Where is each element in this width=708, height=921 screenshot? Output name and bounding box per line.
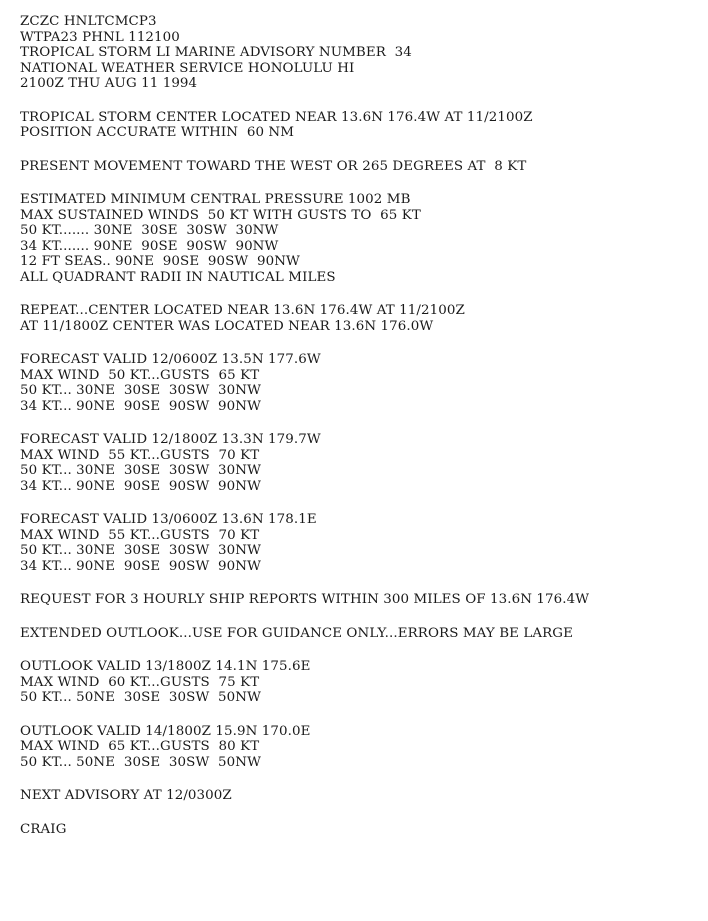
advisory-paragraph (20, 512, 700, 574)
advisory-line: 50 KT... 30NE 30SE 30SW 30NW (20, 383, 261, 398)
advisory-line: 50 KT... 50NE 30SE 30SW 50NW (20, 754, 261, 770)
advisory-line: 50 KT... 30NE 30SE 30SW 30NW (20, 543, 261, 558)
marine-advisory-text (20, 14, 700, 837)
advisory-paragraph (20, 432, 700, 494)
advisory-paragraph (20, 626, 700, 642)
advisory-line: 50 KT... 30NE 30SE 30SW 30NW (20, 463, 261, 478)
paragraph-gap (20, 414, 700, 432)
advisory-line: EXTENDED OUTLOOK...USE FOR GUIDANCE ONLY...ERRORS MAY BE LARGE (20, 625, 573, 641)
advisory-line: MAX WIND 65 KT...GUSTS 80 KT (20, 739, 260, 754)
advisory-line: WTPA23 PHNL 112100 (20, 29, 180, 45)
advisory-line: FORECAST VALID 13/0600Z 13.6N 178.1E (20, 512, 317, 527)
advisory-line: 12 FT SEAS.. 90NE 90SE 90SW 90NW (20, 254, 300, 269)
advisory-line: 50 KT....... 30NE 30SE 30SW 30NW (20, 223, 279, 238)
paragraph-gap (20, 706, 700, 724)
paragraph-gap (20, 174, 700, 192)
paragraph-gap (20, 574, 700, 592)
advisory-paragraph (20, 192, 700, 285)
paragraph-gap (20, 285, 700, 303)
advisory-line: 2100Z THU AUG 11 1994 (20, 76, 198, 91)
paragraph-gap (20, 608, 700, 626)
paragraph-gap (20, 141, 700, 159)
advisory-line: REPEAT...CENTER LOCATED NEAR 13.6N 176.4W AT 11/2100Z (20, 303, 465, 318)
advisory-line: FORECAST VALID 12/0600Z 13.5N 177.6W (20, 352, 321, 367)
advisory-line: CRAIG (20, 821, 67, 837)
advisory-paragraph (20, 822, 700, 838)
advisory-line: ALL QUADRANT RADII IN NAUTICAL MILES (20, 269, 336, 285)
paragraph-gap (20, 494, 700, 512)
advisory-line: 34 KT... 90NE 90SE 90SW 90NW (20, 558, 261, 574)
advisory-line: REQUEST FOR 3 HOURLY SHIP REPORTS WITHIN 300 MILES OF 13.6N 176.4W (20, 592, 590, 607)
advisory-line: MAX WIND 55 KT...GUSTS 70 KT (20, 447, 260, 463)
advisory-line: ESTIMATED MINIMUM CENTRAL PRESSURE 1002 MB (20, 192, 411, 207)
advisory-line: MAX WIND 60 KT...GUSTS 75 KT (20, 674, 260, 690)
advisory-line: MAX WIND 50 KT...GUSTS 65 KT (20, 367, 260, 383)
advisory-line: ZCZC HNLTCMCP3 (20, 14, 157, 29)
advisory-paragraph (20, 659, 700, 706)
advisory-paragraph (20, 592, 700, 608)
paragraph-gap (20, 770, 700, 788)
advisory-line: 50 KT... 50NE 30SE 30SW 50NW (20, 690, 261, 705)
advisory-line: 34 KT... 90NE 90SE 90SW 90NW (20, 398, 261, 414)
advisory-line: MAX SUSTAINED WINDS 50 KT WITH GUSTS TO 65 KT (20, 207, 421, 223)
advisory-paragraph (20, 14, 700, 92)
advisory-line: TROPICAL STORM CENTER LOCATED NEAR 13.6N 176.4W AT 11/2100Z (20, 109, 533, 125)
advisory-paragraph (20, 110, 700, 141)
advisory-paragraph (20, 724, 700, 771)
advisory-paragraph (20, 303, 700, 334)
paragraph-gap (20, 334, 700, 352)
advisory-line: PRESENT MOVEMENT TOWARD THE WEST OR 265 DEGREES AT 8 KT (20, 158, 527, 174)
advisory-line: NEXT ADVISORY AT 12/0300Z (20, 788, 232, 803)
advisory-line: POSITION ACCURATE WITHIN 60 NM (20, 125, 295, 140)
advisory-line: OUTLOOK VALID 13/1800Z 14.1N 175.6E (20, 659, 311, 674)
advisory-line: TROPICAL STORM LI MARINE ADVISORY NUMBER 34 (20, 45, 412, 60)
advisory-line: 34 KT... 90NE 90SE 90SW 90NW (20, 478, 261, 494)
advisory-line: MAX WIND 55 KT...GUSTS 70 KT (20, 527, 260, 543)
paragraph-gap (20, 804, 700, 822)
advisory-line: NATIONAL WEATHER SERVICE HONOLULU HI (20, 60, 355, 76)
advisory-paragraph (20, 352, 700, 414)
advisory-line: OUTLOOK VALID 14/1800Z 15.9N 170.0E (20, 723, 311, 739)
paragraph-gap (20, 641, 700, 659)
advisory-line: 34 KT....... 90NE 90SE 90SW 90NW (20, 238, 279, 254)
advisory-paragraph (20, 159, 700, 175)
advisory-paragraph (20, 788, 700, 804)
paragraph-gap (20, 92, 700, 110)
advisory-line: FORECAST VALID 12/1800Z 13.3N 179.7W (20, 432, 321, 447)
advisory-line: AT 11/1800Z CENTER WAS LOCATED NEAR 13.6N 176.0W (20, 318, 434, 334)
